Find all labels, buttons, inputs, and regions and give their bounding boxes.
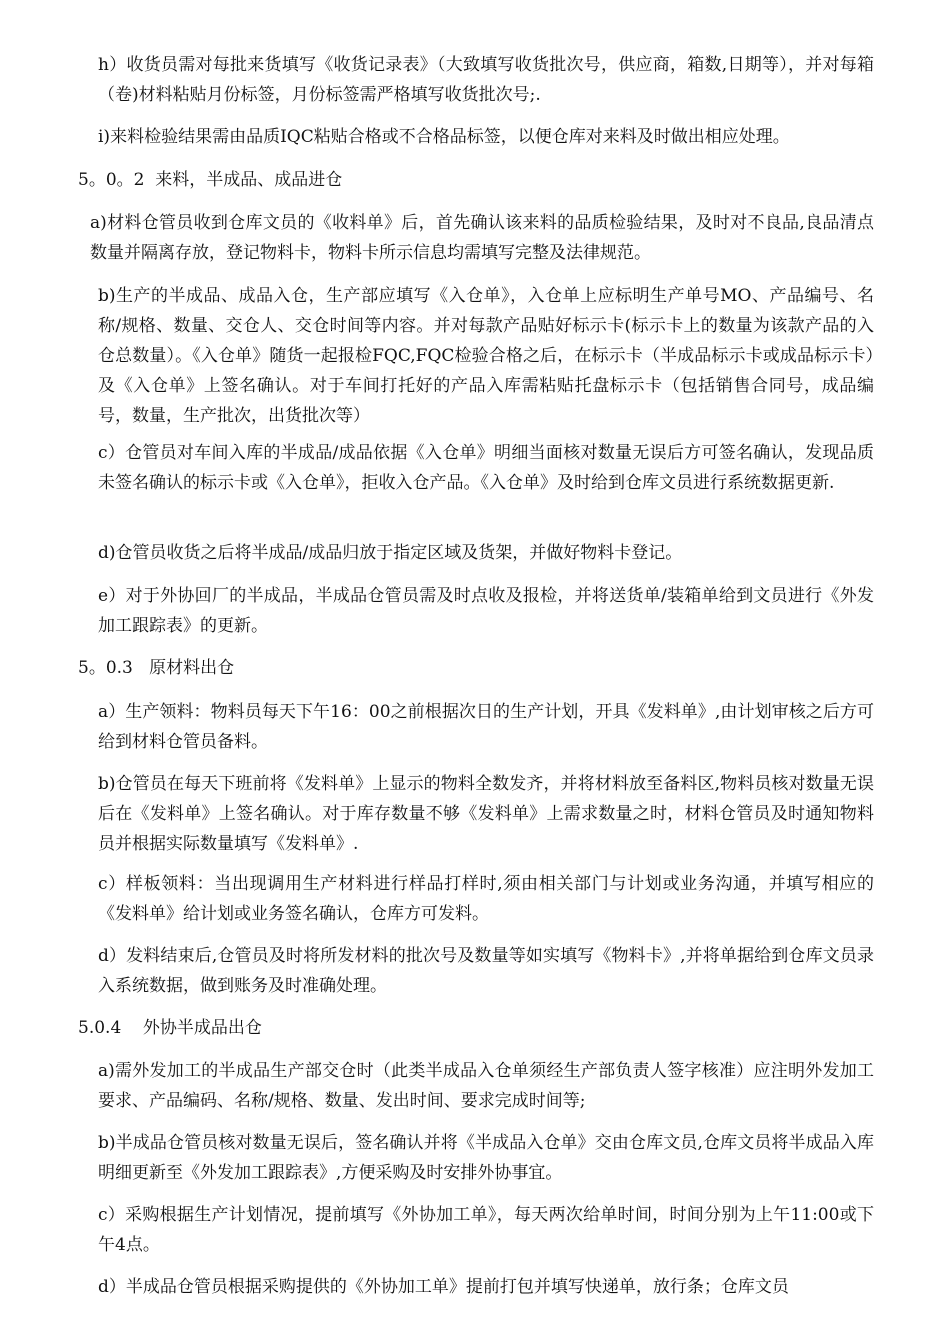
section-heading-5-0-2: 5。0。2 来料，半成品、成品进仓 <box>78 170 343 190</box>
paragraph-i-iqc-label: i)来料检验结果需由品质IQC粘贴合格或不合格品标签，以便仓库对来料及时做出相应处理。 <box>98 127 790 147</box>
paragraph-a-outsourcing-handover: a)需外发加工的半成品生产部交仓时（此类半成品入仓单须经生产部负责人签字核准）应注明外发加工要求、产品编码、名称/规格、数量、发出时间、要求完成时间等; <box>98 1061 874 1111</box>
paragraph-b-material-issue: b)仓管员在每天下班前将《发料单》上显示的物料全数发齐，并将材料放至备料区,物料员核对数量无误后在《发料单》上签名确认。对于库存数量不够《发料单》上需求数量之时，材料仓管员及时通知物料员并根据实际数量填写《发料单》. <box>98 774 874 854</box>
paragraph-b-warehouse-entry: b)生产的半成品、成品入仓，生产部应填写《入仓单》，入仓单上应标明生产单号MO、产品编号、名称/规格、数量、交仓人、交仓时间等内容。并对每款产品贴好标示卡(标示卡上的数量为该款产品的入仓总数量）。《入仓单》随货一起报检FQC,FQC检验合格之后，在标示卡（半成品标示卡或成品标示卡）及《入仓单》上签名确认。对于车间打托好的产品入库需粘贴托盘标示卡（包括销售合同号，成品编号，数量，生产批次，出货批次等） <box>98 286 874 426</box>
paragraph-a-material-receipt: a)材料仓管员收到仓库文员的《收料单》后，首先确认该来料的品质检验结果，及时对不良品,良品清点数量并隔离存放，登记物料卡，物料卡所示信息均需填写完整及法律规范。 <box>90 213 874 263</box>
paragraph-b-outsourcing-tracking: b)半成品仓管员核对数量无误后，签名确认并将《半成品入仓单》交由仓库文员,仓库文员将半成品入库明细更新至《外发加工跟踪表》,方便采购及时安排外协事宜。 <box>98 1133 874 1183</box>
paragraph-h-receiving-record: h）收货员需对每批来货填写《收货记录表》（大致填写收货批次号，供应商，箱数,日期等），并对每箱（卷)材料粘贴月份标签，月份标签需严格填写收货批次号;. <box>98 55 874 105</box>
paragraph-d-after-issue: d）发料结束后,仓管员及时将所发材料的批次号及数量等如实填写《物料卡》,并将单据给到仓库文员录入系统数据，做到账务及时准确处理。 <box>98 946 874 996</box>
paragraph-c-outsourcing-order: c）采购根据生产计划情况，提前填写《外协加工单》，每天两次给单时间，时间分别为上午11:00或下午4点。 <box>98 1205 874 1255</box>
paragraph-d-packing: d）半成品仓管员根据采购提供的《外协加工单》提前打包并填写快递单，放行条；仓库文员 <box>98 1277 789 1297</box>
paragraph-a-production-requisition: a）生产领料：物料员每天下午16：00之前根据次日的生产计划，开具《发料单》,由计划审核之后方可给到材料仓管员备料。 <box>98 702 874 752</box>
section-heading-5-0-3: 5。0.3 原材料出仓 <box>78 658 235 678</box>
section-heading-5-0-4: 5.0.4 外协半成品出仓 <box>78 1018 262 1038</box>
paragraph-d-storage: d)仓管员收货之后将半成品/成品归放于指定区域及货架，并做好物料卡登记。 <box>98 543 683 563</box>
paragraph-c-sample-requisition: c）样板领料：当出现调用生产材料进行样品打样时,须由相关部门与计划或业务沟通，并填写相应的《发料单》给计划或业务签名确认，仓库方可发料。 <box>98 874 874 924</box>
paragraph-c-verification: c）仓管员对车间入库的半成品/成品依据《入仓单》明细当面核对数量无误后方可签名确认，发现品质未签名确认的标示卡或《入仓单》，拒收入仓产品。《入仓单》及时给到仓库文员进行系统数据更新. <box>98 443 874 493</box>
paragraph-e-outsourced-return: e）对于外协回厂的半成品，半成品仓管员需及时点收及报检，并将送货单/装箱单给到文员进行《外发加工跟踪表》的更新。 <box>98 586 874 636</box>
